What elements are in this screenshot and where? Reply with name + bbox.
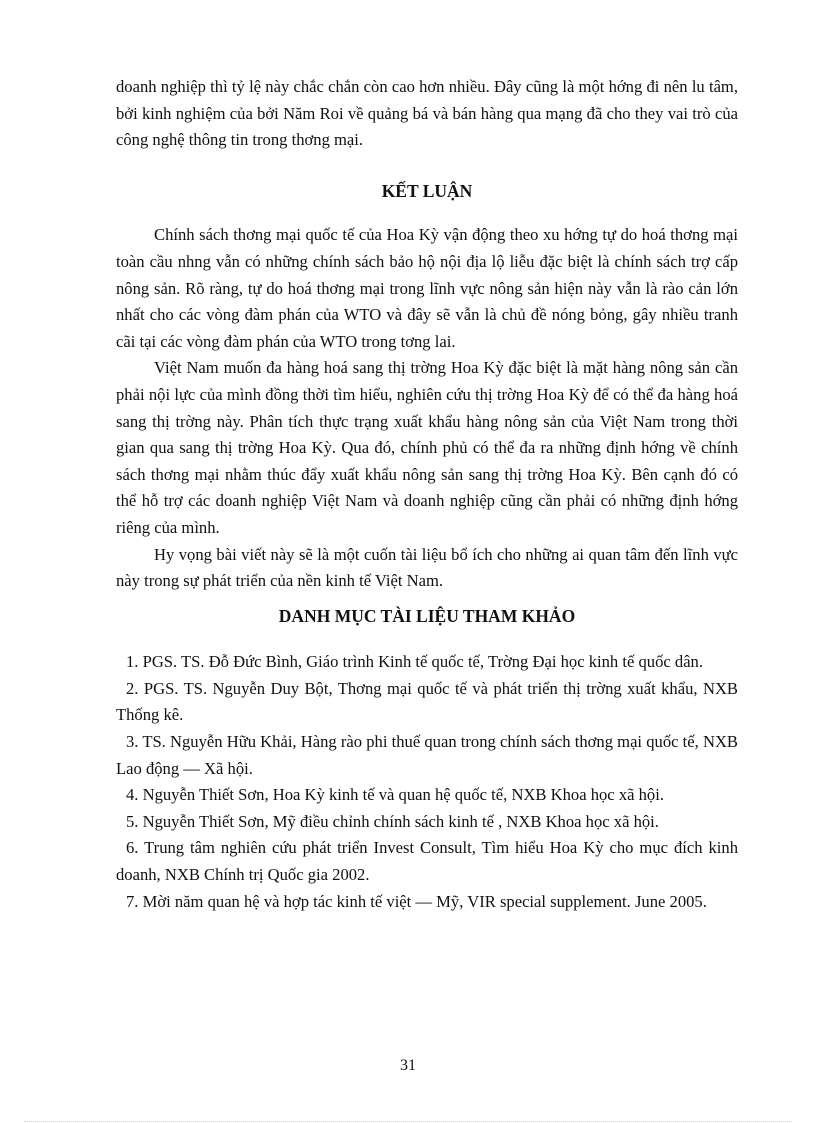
conclusion-heading: KẾT LUẬN	[381, 180, 473, 201]
reference-item: 6. Trung tâm nghiên cứu phát triển Invest Consult, Tìm hiểu Hoa Kỳ cho mục đích kinh doanh, NXB Chính trị Quốc gia 2002.	[116, 838, 738, 885]
conclusion-paragraph-1: Chính sách thơng mại quốc tế của Hoa Kỳ vận động theo xu hớng tự do hoá thơng mại toàn cầu nhng vẫn có những chính sách bảo hộ nội địa lộ liễu đặc biệt là chính sách trợ cấp nông sản. Rõ ràng, tự do hoá thơng mại trong lĩnh vực nông sản hiện này vẫn là rào cản lớn nhất cho các vòng đàm phán của WTO và đây sẽ vẫn là chủ đề nóng bỏng, gây nhiều tranh cãi tại các vòng đàm phán của WTO trong tơng lai.	[116, 225, 738, 351]
references-heading: DANH MỤC TÀI LIỆU THAM KHẢO	[278, 605, 576, 626]
conclusion-paragraph-3: Hy vọng bài viết này sẽ là một cuốn tài liệu bổ ích cho những ai quan tâm đến lĩnh vực này trong sự phát triển của nền kinh tế Việt Nam.	[116, 544, 738, 591]
reference-item: 1. PGS. TS. Đỗ Đức Bình, Giáo trình Kinh tế quốc tế, Trờng Đại học kinh tế quốc dân.	[126, 652, 704, 672]
reference-list	[116, 649, 738, 915]
reference-item: 4. Nguyễn Thiết Sơn, Hoa Kỳ kinh tế và quan hệ quốc tế, NXB Khoa học xã hội.	[126, 785, 664, 805]
reference-item: 5. Nguyễn Thiết Sơn, Mỹ điều chỉnh chính sách kinh tế , NXB Khoa học xã hội.	[126, 811, 659, 831]
reference-item: 3. TS. Nguyễn Hữu Khải, Hàng rào phi thuế quan trong chính sách thơng mại quốc tế, NXB Lao động — Xã hội.	[116, 732, 738, 778]
intro-paragraph: doanh nghiệp thì tỷ lệ này chắc chắn còn cao hơn nhiều. Đây cũng là một hớng đi nên lu tâm, bởi kinh nghiệm của bởi Năm Roi về quảng bá và bán hàng qua mạng đã cho they vai trò của công nghệ thông tin trong thơng mại.	[116, 77, 738, 150]
page-content	[116, 74, 738, 915]
reference-item: 7. Mời năm quan hệ và hợp tác kinh tế việt — Mỹ, VIR special supplement. June 2005.	[126, 891, 707, 911]
reference-item: 2. PGS. TS. Nguyễn Duy Bột, Thơng mại quốc tế và phát triển thị trờng xuất khẩu, NXB Thống kê.	[116, 678, 738, 725]
page-number: 31	[400, 1057, 416, 1074]
page-bottom-divider	[24, 1121, 792, 1122]
conclusion-paragraph-2: Việt Nam muốn đa hàng hoá sang thị trờng Hoa Kỳ đặc biệt là mặt hàng nông sản cần phải nội lực của mình đồng thời tìm hiểu, nghiên cứu thị trờng Hoa Kỳ để có thể đa hàng hoá sang thị trờng này. Phân tích thực trạng xuất khẩu hàng nông sản của Việt Nam trong thời gian qua sang thị trờng Hoa Kỳ. Qua đó, chính phủ có thể đa ra những định hớng về chính sách thơng mại nhằm thúc đẩy xuất khẩu nông sản sang thị trờng Hoa Kỳ. Bên cạnh đó có thể hỗ trợ các doanh nghiệp Việt Nam và doanh nghiệp cũng cần phải có những định hớng riêng của mình.	[116, 358, 738, 537]
